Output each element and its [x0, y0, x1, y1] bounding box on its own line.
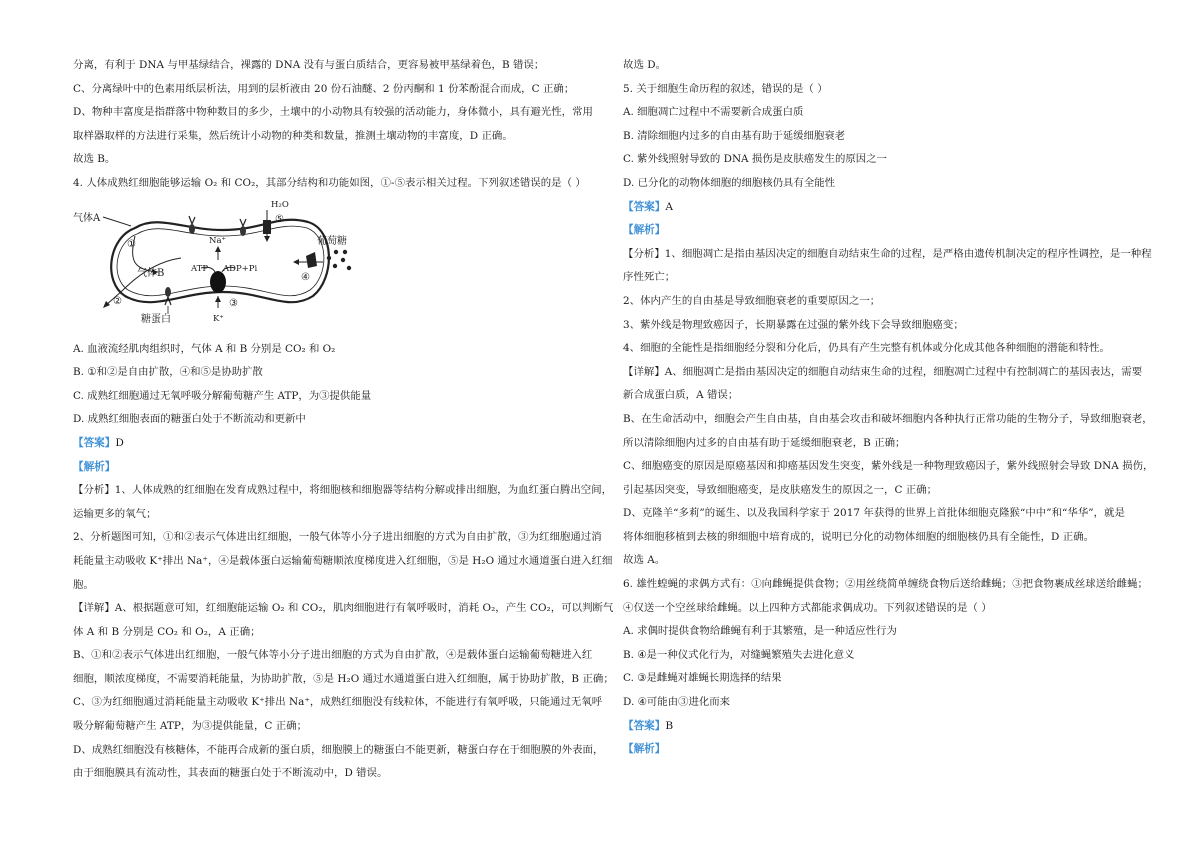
option-b: B. ④是一种仪式化行为，对缝蝇繁殖失去进化意义	[623, 648, 855, 661]
text-line: D、克隆羊“多莉”的诞生、以及我国科学家于 2017 年获得的世界上首批体细胞克隆猴“中中”和“华华”，就是	[623, 507, 1125, 520]
red-blood-cell-figure	[73, 200, 373, 334]
text-line: 运输更多的氧气；	[73, 507, 157, 520]
text-line: 耗能量主动吸收 K⁺排出 Na⁺，④是载体蛋白运输葡萄糖顺浓度梯度进入红细胞，⑤是 H₂O 通过水通道蛋白进入红细	[73, 554, 613, 567]
sodium-potassium-pump	[210, 271, 226, 293]
text-line: 2、体内产生的自由基是导致细胞衰老的重要原因之一；	[623, 294, 881, 307]
question-5-stem: 5. 关于细胞生命历程的叙述，错误的是（ ）	[623, 82, 828, 95]
membrane-protein	[189, 224, 195, 234]
process-1-label: ①	[127, 238, 136, 250]
analysis-tag: 【解析】	[623, 743, 666, 756]
atp-label: ATP	[191, 263, 209, 274]
glucose-label: 葡萄糖	[317, 235, 347, 247]
option-d: D. 已分化的动物体细胞的细胞核仍具有全能性	[623, 176, 835, 189]
text-line: 序性死亡；	[623, 271, 676, 284]
answer-tag	[73, 432, 613, 456]
text-line: 【详解】A、细胞凋亡是指由基因决定的细胞自动结束生命的过程，细胞凋亡过程中有控制凋亡的基因表达，需要	[623, 365, 1143, 378]
analysis-tag: 【解析】	[623, 224, 666, 237]
answer-value: A	[665, 200, 674, 213]
answer-tag	[623, 715, 1158, 739]
text-line: 细胞，顺浓度梯度，不需要消耗能量，为协助扩散，⑤是 H₂O 通过水通道蛋白进入红细胞，属于协助扩散，B 正确；	[73, 672, 614, 685]
text-line: 4、细胞的全能性是指细胞经分裂和分化后，仍具有产生完整有机体或分化成其他各种细胞的潜能和特性。	[623, 342, 1110, 355]
process-2-label: ②	[113, 295, 122, 307]
gas-a-label: 气体A	[73, 212, 101, 224]
sodium-label: Na⁺	[209, 235, 226, 246]
question-6-stem: ④仅送一个空丝球给雌蝇。以上四种方式都能求偶成功。下列叙述错误的是（ ）	[623, 601, 992, 614]
text-line: 分离，有利于 DNA 与甲基绿结合，裸露的 DNA 没有与蛋白质结合，更容易被甲基绿着色，B 错误；	[73, 59, 545, 71]
gas-b-label: 气体B	[137, 267, 165, 279]
analysis-tag: 【解析】	[73, 460, 116, 473]
text-line: 引起基因突变，导致细胞癌变，是皮肤癌发生的原因之一，C 正确；	[623, 483, 938, 496]
option-a: A. 细胞凋亡过程中不需要新合成蛋白质	[623, 106, 804, 119]
text-line: 所以清除细胞内过多的自由基有助于延缓细胞衰老，B 正确；	[623, 436, 906, 449]
text-line: D、物种丰富度是指群落中物种数目的多少，土壤中的小动物具有较强的活动能力，身体微小，具有避光性，常用	[73, 106, 593, 119]
text-line: B、在生命活动中，细胞会产生自由基，自由基会攻击和破坏细胞内各种执行正常功能的生物分子，导致细胞衰老，	[623, 412, 1153, 425]
question-4-stem: 4. 人体成熟红细胞能够运输 O₂ 和 CO₂，其部分结构和功能如图，①-⑤表示相关过程。下列叙述错误的是（ ）	[73, 176, 586, 189]
answer-value: B	[665, 719, 674, 732]
option-d: D. 成熟红细胞表面的糖蛋白处于不断流动和更新中	[73, 413, 306, 426]
text-line: C、细胞癌变的原因是原癌基因和抑癌基因发生突变，紫外线是一种物理致癌因子，紫外线照射会导致 DNA 损伤，	[623, 460, 1154, 473]
text-line: 故选 D。	[623, 59, 667, 71]
glycoprotein-label: 糖蛋白	[141, 313, 171, 325]
text-line: 由于细胞膜具有流动性，其表面的糖蛋白处于不断流动中，D 错误。	[73, 767, 388, 780]
text-line: 将体细胞移植到去核的卵细胞中培育成的，说明已分化的动物体细胞的细胞核仍具有全能性，D 正确。	[623, 530, 1095, 543]
water-label: H₂O	[271, 199, 289, 210]
option-c: C. 紫外线照射导致的 DNA 损伤是皮肤癌发生的原因之一	[623, 153, 887, 166]
glycoprotein	[165, 287, 171, 297]
answer-value: D	[115, 436, 124, 449]
text-line: 【详解】A、根据题意可知，红细胞能运输 O₂ 和 CO₂，肌肉细胞进行有氧呼吸时，消耗 O₂，产生 CO₂，可以判断气	[73, 602, 614, 615]
text-line: B、①和②表示气体进出红细胞，一般气体等小分子进出细胞的方式为自由扩散，④是载体蛋白运输葡萄糖进入红	[73, 649, 593, 662]
text-line: C、分离绿叶中的色素用纸层析法，用到的层析液由 20 份石油醚、2 份丙酮和 1 份苯酚混合而成，C 正确；	[73, 82, 575, 95]
glucose-carrier	[306, 252, 317, 268]
question-6-stem: 6. 雄性蝗蝇的求偶方式有：①向雌蝇提供食物；②用丝绕简单缠绕食物后送给雌蝇；③把食物裹成丝球送给雌蝇；	[623, 578, 1148, 591]
answer-label: 【答案】	[623, 719, 666, 732]
adp-label: ADP+Pi	[223, 263, 258, 274]
process-3-label: ③	[229, 297, 238, 309]
text-line: 2、分析题图可知，①和②表示气体进出红细胞，一般气体等小分子进出细胞的方式为自由扩散，③为红细胞通过消	[73, 531, 602, 544]
gas-a-arrow	[103, 217, 131, 226]
text-line: 体 A 和 B 分别是 CO₂ 和 O₂，A 正确；	[73, 625, 261, 638]
text-line: 【分析】1、人体成熟的红细胞在发育成熟过程中，将细胞核和细胞器等结构分解或排出细胞，为血红蛋白腾出空间，	[73, 484, 613, 497]
text-line: D、成熟红细胞没有核糖体，不能再合成新的蛋白质，细胞膜上的糖蛋白不能更新，糖蛋白存在于细胞膜的外表面，	[73, 743, 604, 756]
option-a: A. 求偶时提供食物给雌蝇有利于其繁殖，是一种适应性行为	[623, 625, 897, 638]
text-line: 吸分解葡萄糖产生 ATP，为③提供能量，C 正确；	[73, 720, 308, 733]
option-c: C. ③是雌蝇对雄蝇长期选择的结果	[623, 672, 782, 685]
text-line: 新合成蛋白质，A 错误；	[623, 389, 739, 402]
answer-tag	[623, 196, 1158, 220]
text-line: 胞。	[73, 578, 94, 591]
potassium-label: K⁺	[213, 313, 224, 324]
text-line: 3、紫外线是物理致癌因子，长期暴露在过强的紫外线下会导致细胞癌变；	[623, 318, 964, 331]
text-line: 故选 B。	[73, 153, 116, 166]
left-column	[73, 54, 613, 786]
option-a: A. 血液流经肌肉组织时，气体 A 和 B 分别是 CO₂ 和 O₂	[73, 342, 336, 355]
text-line: C、③为红细胞通过消耗能量主动吸收 K⁺排出 Na⁺，成熟红细胞没有线粒体，不能进行有氧呼吸，只能通过无氧呼	[73, 696, 603, 709]
answer-label: 【答案】	[623, 200, 666, 213]
option-b: B. ①和②是自由扩散，④和⑤是协助扩散	[73, 366, 263, 379]
right-column	[623, 54, 1158, 762]
option-b: B. 清除细胞内过多的自由基有助于延缓细胞衰老	[623, 129, 846, 142]
option-d: D. ④可能由③进化而来	[623, 696, 731, 709]
text-line: 取样器取样的方法进行采集，然后统计小动物的种类和数量，推测土壤动物的丰富度，D 正确。	[73, 129, 513, 142]
process-4-label: ④	[301, 271, 310, 283]
option-c: C. 成熟红细胞通过无氧呼吸分解葡萄糖产生 ATP，为③提供能量	[73, 389, 372, 402]
text-line: 【分析】1、细胞凋亡是指由基因决定的细胞自动结束生命的过程，是严格由遗传机制决定的程序性调控，是一种程	[623, 247, 1152, 260]
process-5-label: ⑤	[275, 213, 284, 225]
answer-label: 【答案】	[73, 436, 116, 449]
membrane-protein	[240, 226, 246, 236]
text-line: 故选 A。	[623, 554, 666, 567]
